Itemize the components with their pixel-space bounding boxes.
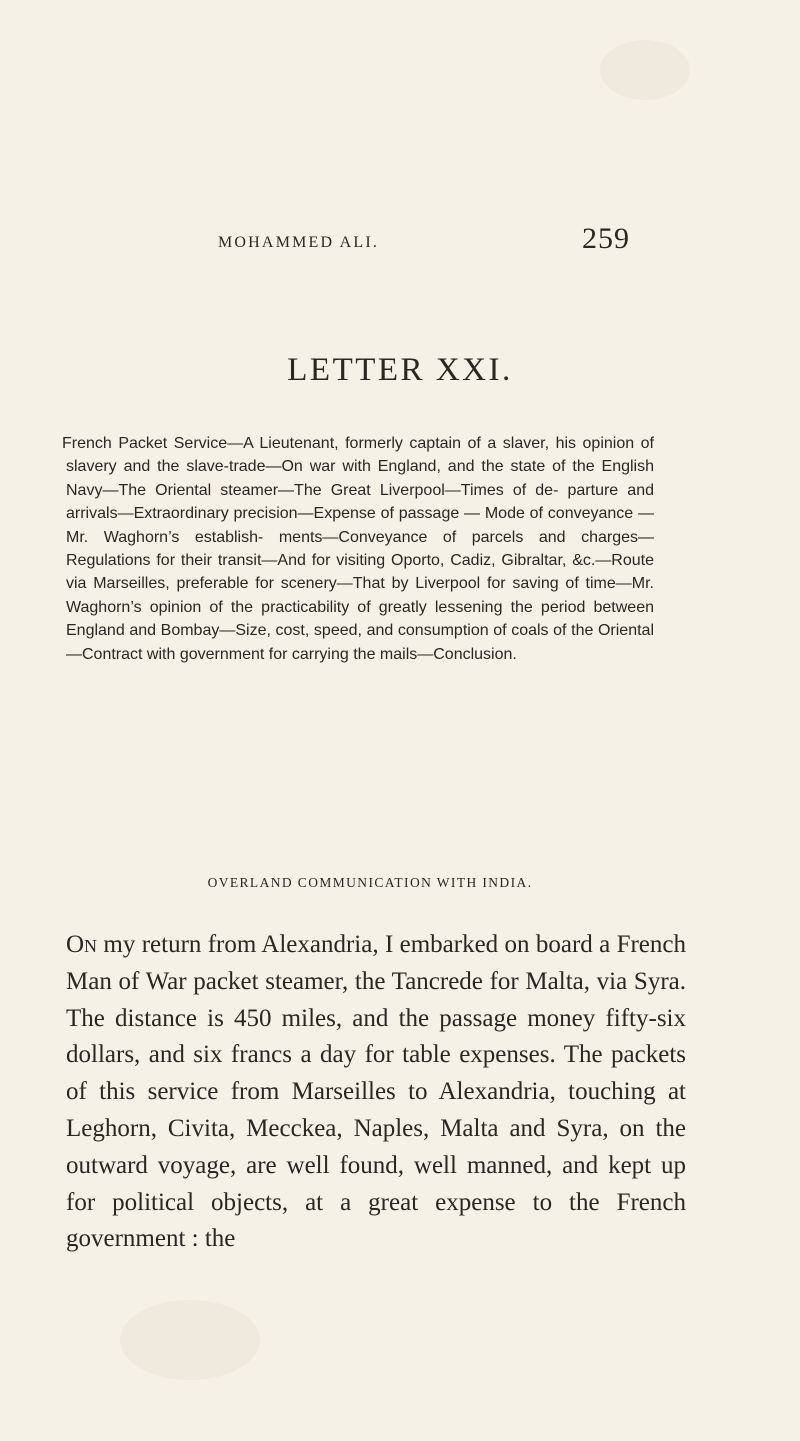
page-number: 259 <box>582 222 630 255</box>
body-paragraph <box>66 927 686 1258</box>
paper-stain <box>120 1300 260 1380</box>
paragraph-text: my return from Alexandria, I embarked on board a French Man of War packet steamer, the Tancrede for Malta, via Syra. The distance is 450 miles, and the passage money fifty-six dollars, and six francs a day for table expenses. The packets of this service from Marseilles to Alexandria, touching at Leghorn, Civita, Mecckea, Naples, Malta and Syra, on the outward voyage, are well found, well manned, and kept up for political objects, at a great expense to the French government : the <box>66 931 686 1253</box>
chapter-synopsis <box>62 432 654 666</box>
paragraph-lead: On <box>66 931 98 958</box>
paper-stain <box>600 40 690 100</box>
running-title: MOHAMMED ALI. <box>218 234 380 251</box>
letter-heading: LETTER XXI. <box>287 352 513 388</box>
body-text <box>66 927 686 1258</box>
running-head <box>218 222 630 266</box>
section-heading: OVERLAND COMMUNICATION WITH INDIA. <box>207 875 533 890</box>
synopsis-text: French Packet Service—A Lieutenant, formerly captain of a slaver, his opinion of slavery and the slave-trade—On war with England, and the state of the English Navy—The Oriental steamer—The Great Liverpool—Times of de- parture and arrivals—Extraordinary precision—Expense of passage — Mode of conveyance — Mr. Waghorn’s establish- ments—Conveyance of parcels and charges—Regulations for their transit—And for visiting Oporto, Cadiz, Gibraltar, &c.—Route via Marseilles, preferable for scenery—That by Liverpool for saving of time—Mr. Waghorn’s opinion of the practicability of greatly lessening the period between England and Bombay—Size, cost, speed, and consumption of coals of the Oriental—Contract with government for carrying the mails—Conclusion. <box>62 435 654 663</box>
